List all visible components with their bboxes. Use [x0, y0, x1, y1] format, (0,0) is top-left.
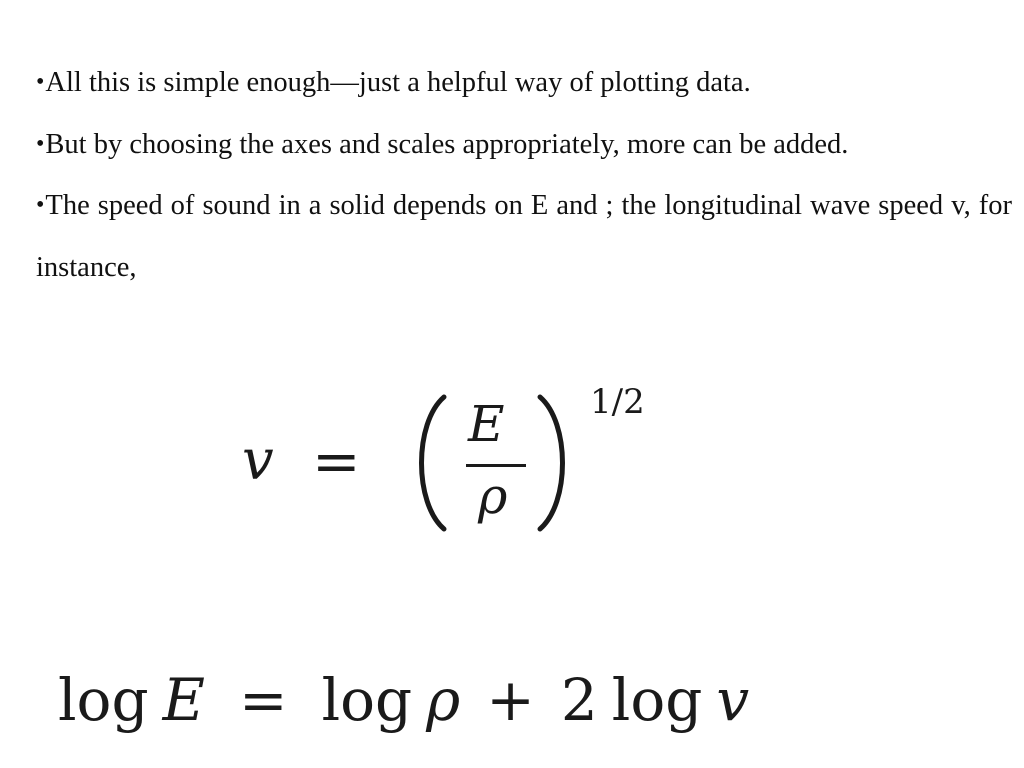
bullet-icon: • [36, 192, 45, 218]
equals-sign: = [238, 666, 288, 734]
bullet-icon: • [36, 69, 45, 95]
variable-rho: ρ [426, 666, 461, 734]
log-operator: log [611, 666, 703, 734]
right-parenthesis [534, 393, 576, 533]
coefficient: 2 [560, 666, 598, 734]
log-operator: log [321, 666, 413, 734]
bullet-item [36, 114, 1012, 176]
exponent: 1/2 [590, 382, 645, 422]
left-parenthesis [408, 393, 450, 533]
bullet-item [36, 52, 1012, 114]
plus-sign: + [486, 666, 535, 734]
fraction-numerator: E [468, 395, 505, 453]
bullet-text: But by choosing the axes and scales appropriately, more can be added. [45, 128, 849, 160]
bullet-icon: • [36, 130, 45, 157]
variable-v: v [716, 666, 750, 734]
variable-e: E [162, 666, 205, 734]
bullet-list [36, 52, 1012, 298]
log-equation [58, 664, 958, 736]
log-operator: log [58, 666, 149, 734]
fraction-denominator: ρ [478, 467, 508, 525]
bullet-item [36, 175, 1012, 298]
equals-sign: = [312, 427, 361, 495]
speed-equation [240, 382, 700, 545]
bullet-text: All this is simple enough—just a helpful way of plotting data. [45, 67, 751, 98]
equation-lhs-variable: v [242, 428, 274, 493]
bullet-text: The speed of sound in a solid depends on E and ; the longitudinal wave speed v, for instance, [36, 190, 1012, 283]
